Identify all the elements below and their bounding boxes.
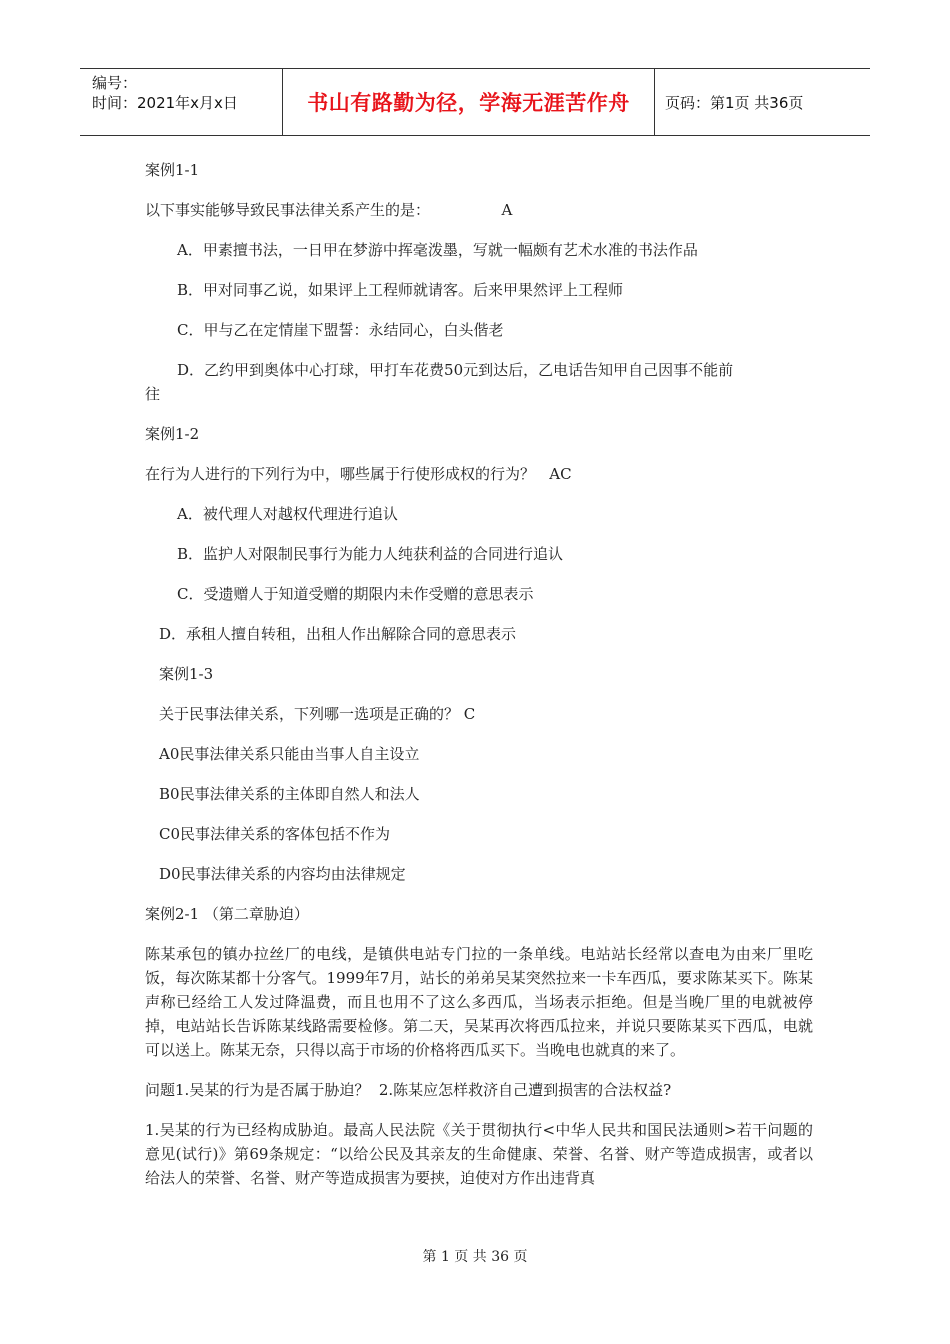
paragraph: C0民事法律关系的客体包括不作为 [159,825,391,843]
document-body [145,158,813,1190]
paragraph: 案例1-1 [145,161,200,179]
paragraph: A0民事法律关系只能由当事人自主设立 [159,745,420,763]
paragraph: 案例1-2 [145,425,200,443]
paragraph: 以下事实能够导致民事法律关系产生的是： A [145,201,513,219]
paragraph: D0民事法律关系的内容均由法律规定 [159,865,406,883]
paragraph: B．甲对同事乙说，如果评上工程师就请客。后来甲果然评上工程师 [177,281,624,299]
paragraph: B．监护人对限制民事行为能力人纯获利益的合同进行追认 [177,545,564,563]
paragraph: 关于民事法律关系，下列哪一选项是正确的？ C [159,705,476,723]
page-header [80,68,870,136]
header-page-label: 页码：第1页 共36页 [665,93,804,112]
paragraph: 在行为人进行的下列行为中，哪些属于行使形成权的行为？ AC [145,465,572,483]
number-label: 编号： [92,74,138,92]
header-meta [80,69,283,135]
paragraph: 往 [145,385,161,403]
paragraph: A．被代理人对越权代理进行追认 [177,505,398,523]
page-footer: 第 1 页 共 36 页 [422,1249,528,1265]
paragraph: D．承租人擅自转租，出租人作出解除合同的意思表示 [159,625,517,643]
paragraph: C．受遗赠人于知道受赠的期限内未作受赠的意思表示 [177,585,534,603]
paragraph: C．甲与乙在定情崖下盟誓：永结同心，白头偕老 [177,321,504,339]
paragraph: 陈某承包的镇办拉丝厂的电线，是镇供电站专门拉的一条单线。电站站长经常以查电为由来厂里吃饭，每次陈某都十分客气。1999年7月，站长的弟弟吴某突然拉来一卡车西瓜，要求陈某买下。陈某声称已经给工人发过降温费，而且也用不了这么多西瓜，当场表示拒绝。但是当晚厂里的电就被停掉，电站站长告诉陈某线路需要检修。第二天，吴某再次将西瓜拉来，并说只要陈某买下西瓜，电就可以送上。陈某无奈，只得以高于市场的价格将西瓜买下。当晚电也就真的来了。 [145,945,813,1059]
paragraph: 案例2-1 （第二章胁迫） [145,905,309,923]
paragraph: B0民事法律关系的主体即自然人和法人 [159,785,420,803]
paragraph: 案例1-3 [159,665,214,683]
paragraph: 1.吴某的行为已经构成胁迫。最高人民法院《关于贯彻执行<中华人民共和国民法通则>若干问题的意见(试行)》第69条规定：“以给公民及其亲友的生命健康、荣誉、名誉、财产等造成损害，或者以给法人的荣誉、名誉、财产等造成损害为要挟，迫使对方作出违背真 [145,1121,813,1187]
header-motto: 书山有路勤为径，学海无涯苦作舟 [283,69,655,135]
paragraph: 问题1.吴某的行为是否属于胁迫？ 2.陈某应怎样救济自己遭到损害的合法权益? [145,1081,672,1099]
paragraph: A．甲素擅书法，一日甲在梦游中挥毫泼墨，写就一幅颇有艺术水准的书法作品 [177,241,698,259]
paragraph: D．乙约甲到奥体中心打球，甲打车花费50元到达后，乙电话告知甲自己因事不能前 [177,361,734,379]
time-label: 时间：2021年x月x日 [92,94,238,112]
